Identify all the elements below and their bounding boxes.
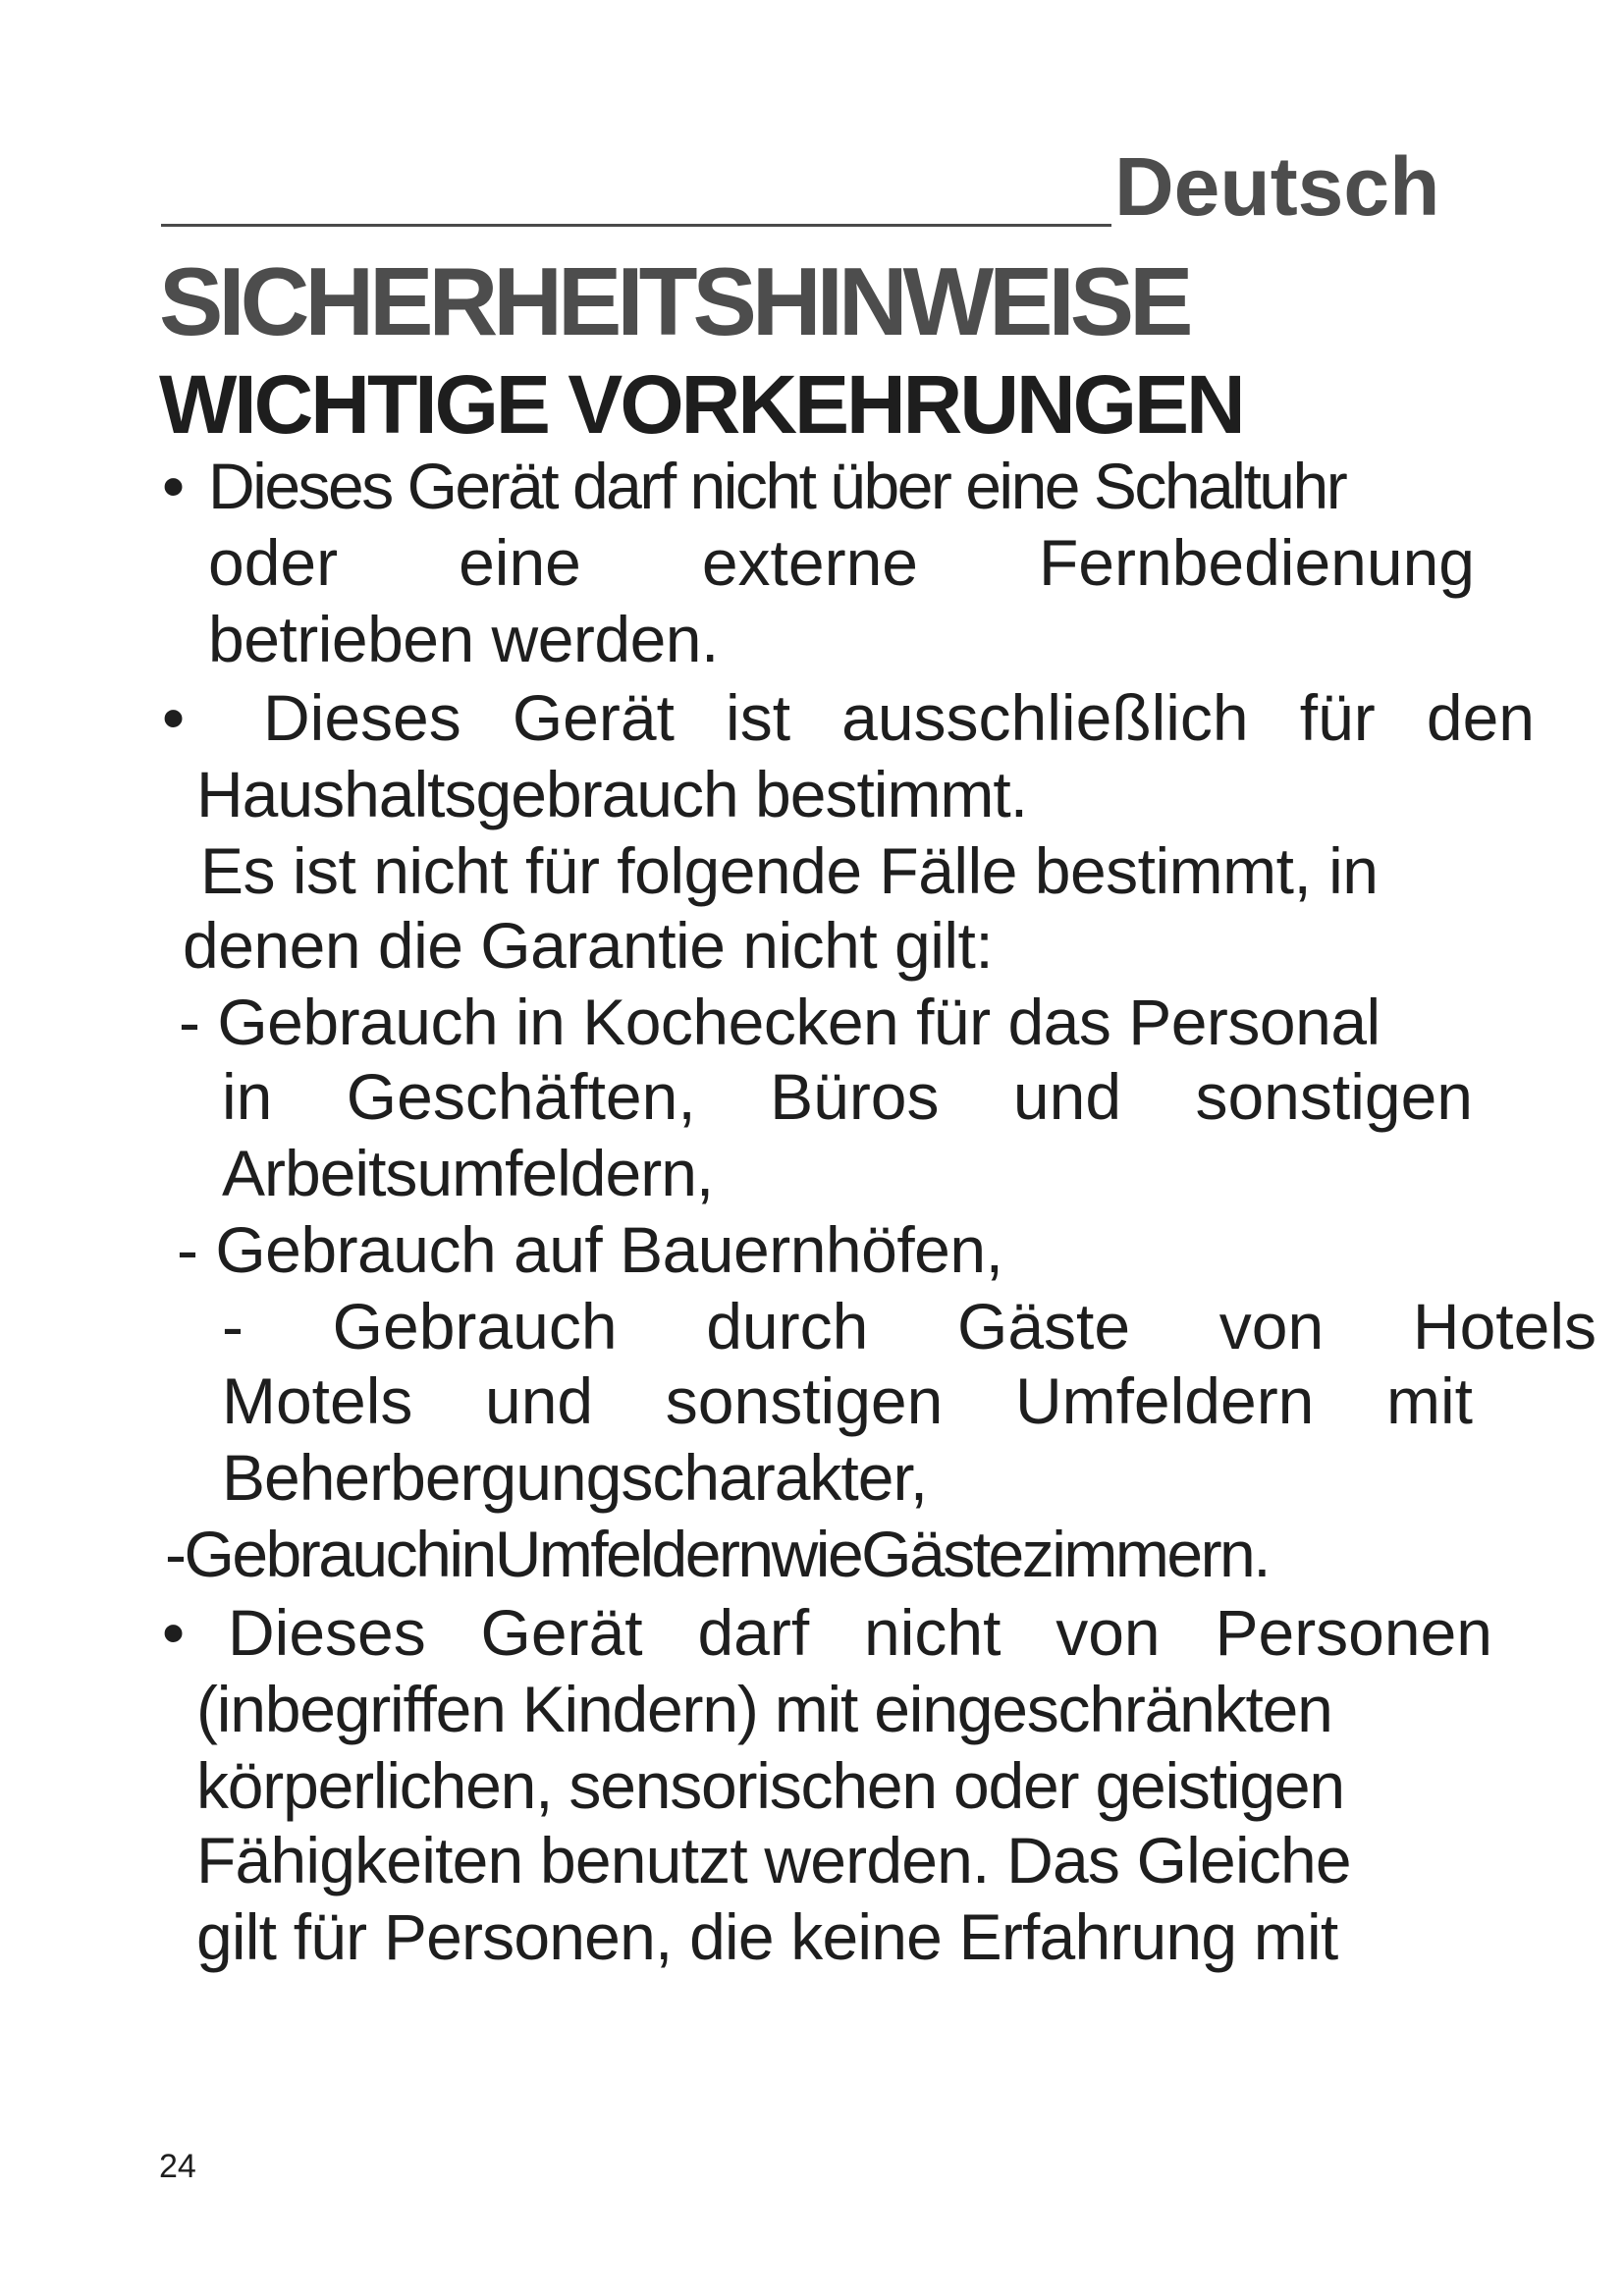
header-rule xyxy=(161,224,1111,227)
text-line: oder eine externe Fernbedienung xyxy=(208,526,1475,599)
text-line: Haushaltsgebrauch bestimmt. xyxy=(196,758,1028,830)
text-line: denen die Garantie nicht gilt: xyxy=(183,909,994,982)
bullet-icon: • xyxy=(162,681,186,754)
bullet-icon: • xyxy=(162,1596,186,1669)
text-line: Dieses Gerät ist ausschließlich für den xyxy=(263,681,1535,754)
text-line: -GebrauchinUmfeldernwieGästezimmern. xyxy=(165,1518,1270,1590)
text-line: Es ist nicht für folgende Fälle bestimmt, in xyxy=(200,834,1379,907)
page-number: 24 xyxy=(159,2148,196,2185)
text-line: betrieben werden. xyxy=(208,603,719,675)
text-line: - Gebrauch durch Gäste von Hotels xyxy=(222,1290,1597,1362)
text-line: körperlichen, sensorischen oder geistigen xyxy=(196,1749,1344,1822)
text-line: (inbegriffen Kindern) mit eingeschränkten xyxy=(196,1673,1332,1745)
text-line: Dieses Gerät darf nicht über eine Schaltuhr xyxy=(208,450,1346,522)
bullet-icon: • xyxy=(162,450,186,522)
section-subtitle: WICHTIGE VORKEHRUNGEN xyxy=(159,358,1243,451)
text-line: Motels und sonstigen Umfeldern mit xyxy=(222,1364,1473,1437)
text-line: Beherbergungscharakter, xyxy=(222,1441,928,1514)
text-line: Fähigkeiten benutzt werden. Das Gleiche xyxy=(196,1824,1351,1896)
page-title: SICHERHEITSHINWEISE xyxy=(159,247,1189,355)
text-line: Arbeitsumfeldern, xyxy=(222,1137,714,1209)
text-line: - Gebrauch auf Bauernhöfen, xyxy=(177,1213,1003,1286)
text-line: in Geschäften, Büros und sonstigen xyxy=(222,1060,1473,1133)
language-label: Deutsch xyxy=(1114,140,1440,233)
text-line: - Gebrauch in Kochecken für das Personal xyxy=(179,986,1380,1058)
text-line: gilt für Personen, die keine Erfahrung mit xyxy=(196,1900,1338,1973)
text-line: Dieses Gerät darf nicht von Personen xyxy=(228,1596,1492,1669)
